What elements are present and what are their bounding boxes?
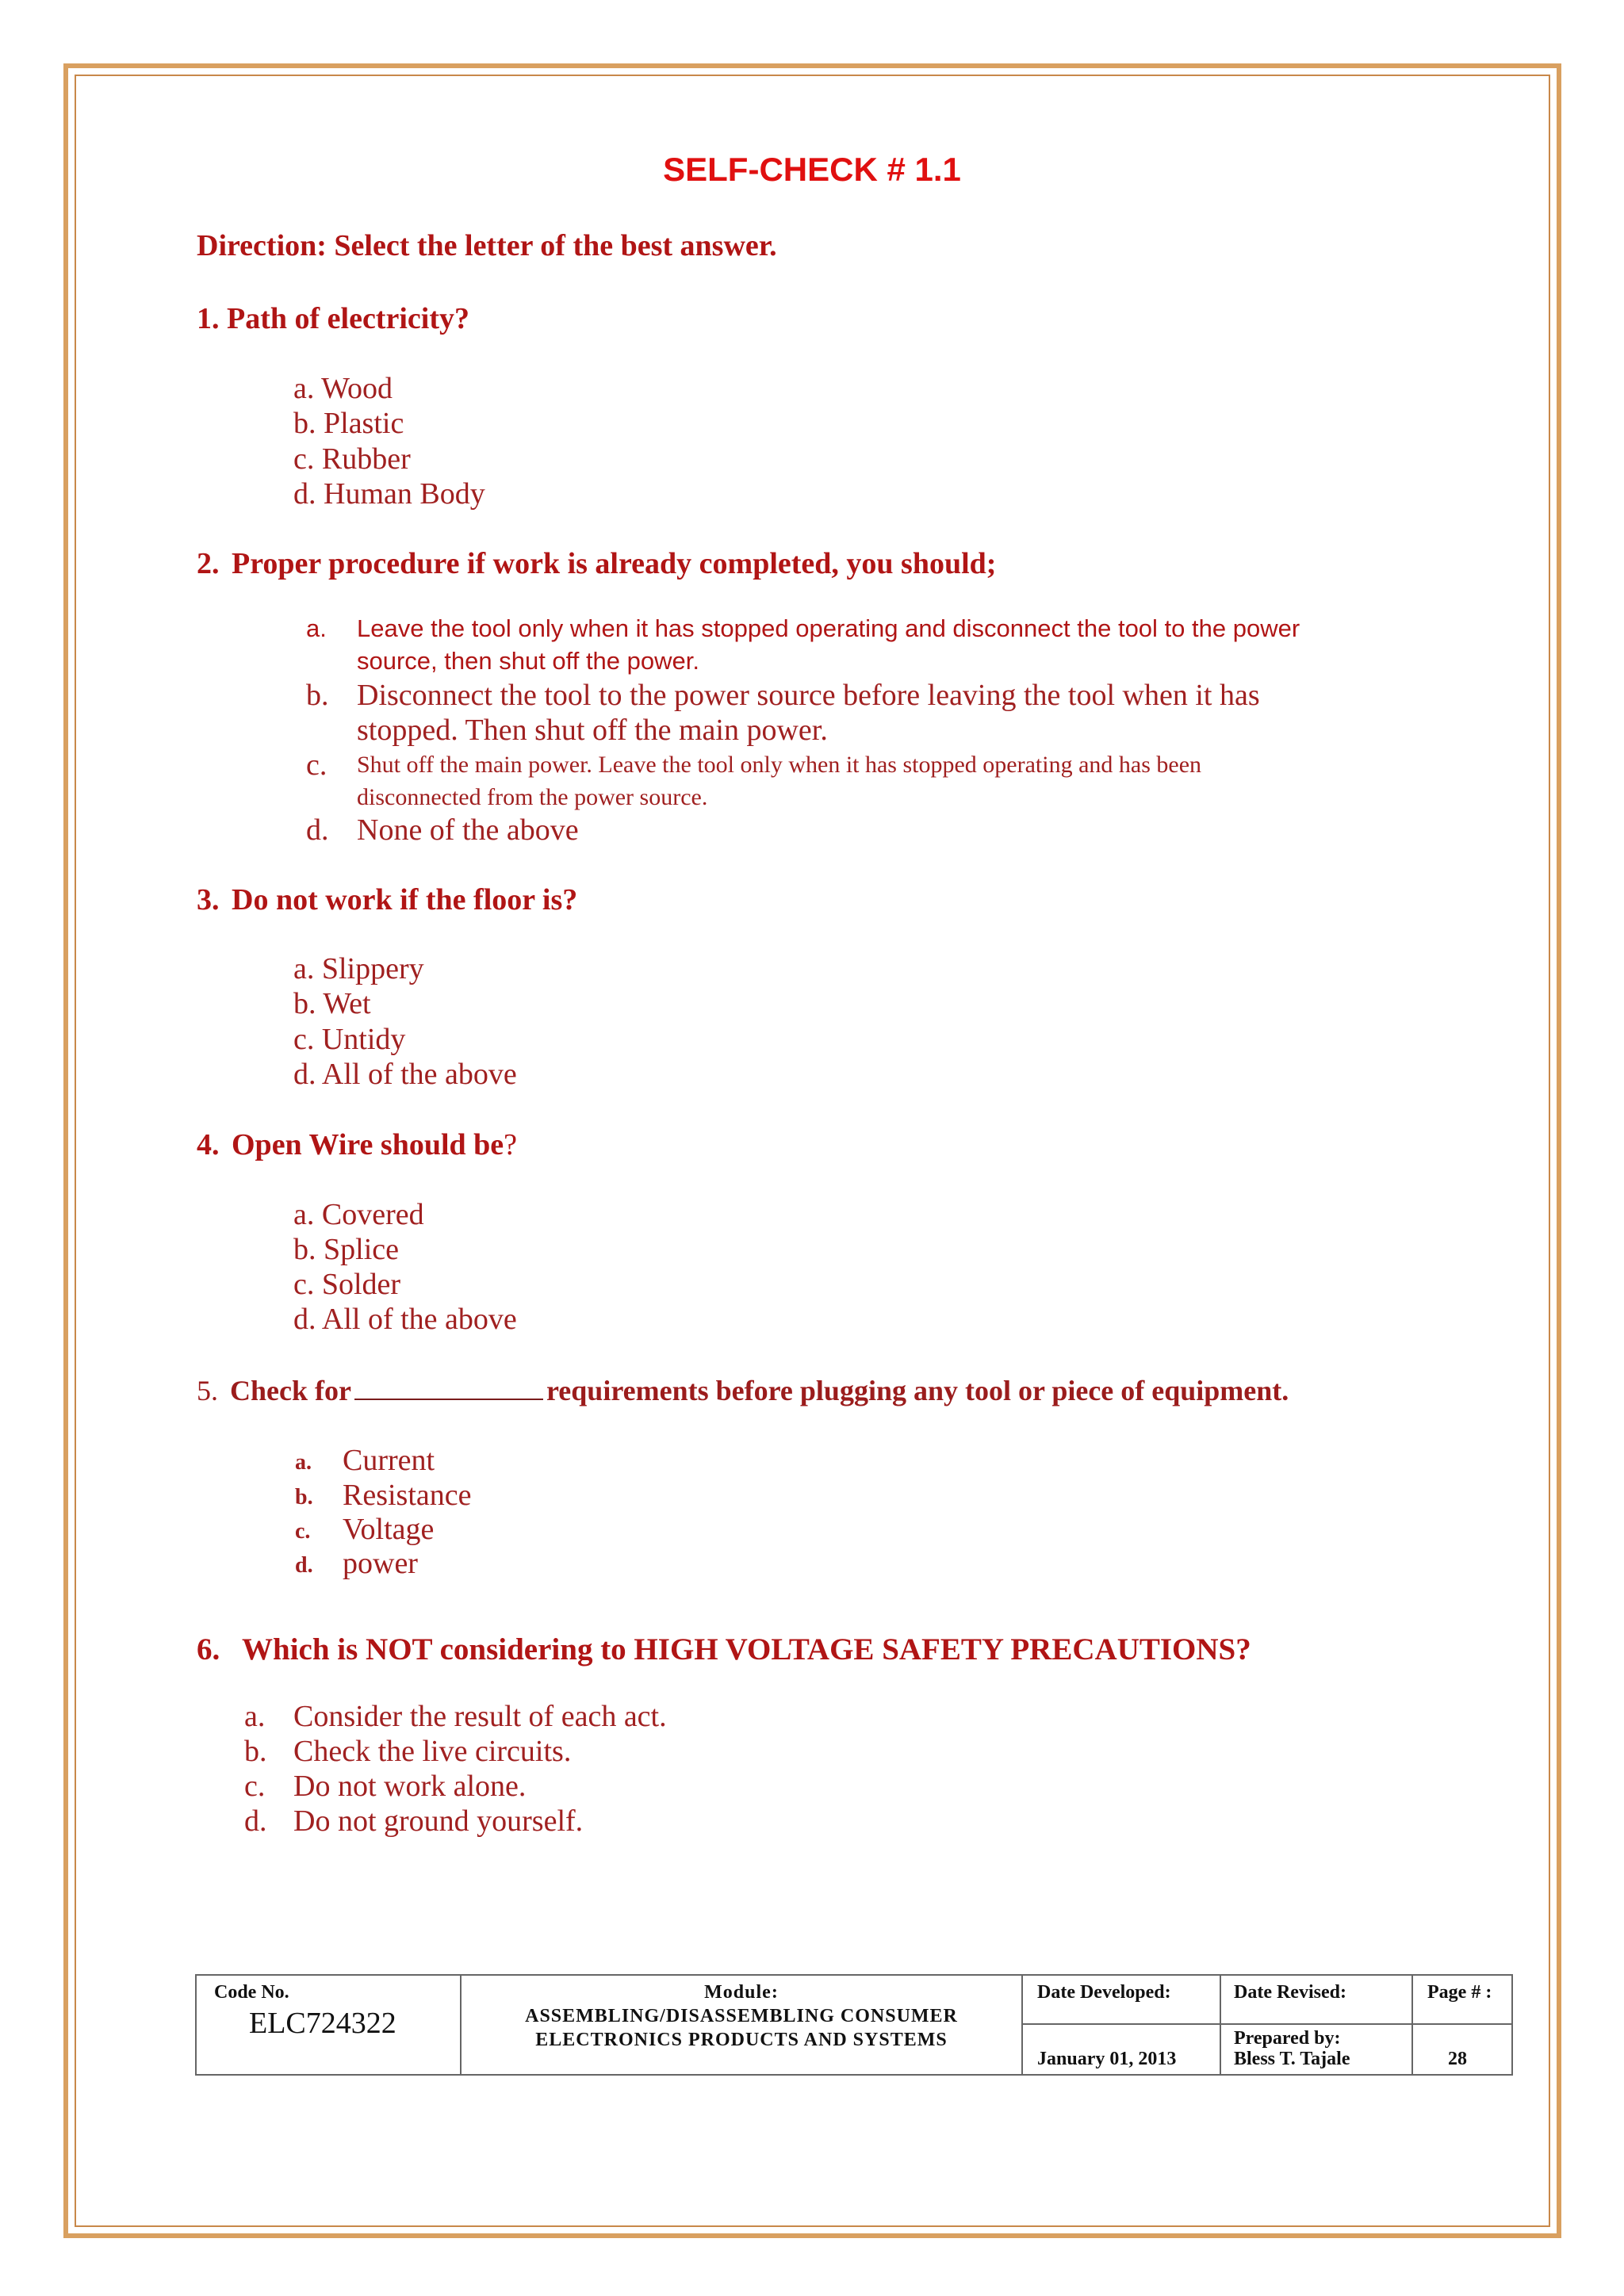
question-number: 5. — [197, 1375, 218, 1406]
question-4 — [197, 1127, 517, 1162]
question-text: Which is NOT considering to HIGH VOLTAGE SAFETY PRECAUTIONS? — [242, 1632, 1251, 1667]
footer-divider — [1021, 2023, 1513, 2025]
question-text: Proper procedure if work is already completed, you should; — [232, 547, 997, 580]
option-item: d. All of the above — [293, 1303, 517, 1336]
option-text: Check the live circuits. — [293, 1735, 572, 1768]
option-item: c. Untidy — [293, 1023, 406, 1056]
option-item: b. Wet — [293, 987, 371, 1020]
option-line: disconnected from the power source. — [357, 784, 708, 810]
option-letter: b. — [306, 679, 329, 712]
question-1 — [197, 301, 469, 336]
footer-divider — [1220, 1976, 1221, 2074]
question-number: 3. — [197, 883, 220, 916]
document-footer-table — [195, 1974, 1513, 2076]
option-item: a. Slippery — [293, 952, 424, 985]
option-item: b. Plastic — [293, 407, 404, 440]
question-2 — [197, 546, 996, 581]
option-line: Leave the tool only when it has stopped operating and disconnect the tool to the power — [357, 614, 1300, 642]
question-text: Path of electricity? — [227, 302, 469, 335]
option-text: Do not ground yourself. — [293, 1804, 584, 1838]
footer-divider — [1021, 1976, 1023, 2074]
option-text: Current — [343, 1444, 435, 1477]
option-letter: b. — [295, 1485, 313, 1510]
option-letter: c. — [244, 1770, 266, 1803]
option-item: b. Splice — [293, 1233, 399, 1266]
option-item: d. Human Body — [293, 477, 485, 511]
option-text: Resistance — [343, 1479, 472, 1512]
option-line: Disconnect the tool to the power source before leaving the tool when it has — [357, 679, 1260, 712]
option-letter: a. — [295, 1450, 312, 1475]
question-number: 4. — [197, 1128, 220, 1161]
option-text: Consider the result of each act. — [293, 1700, 667, 1733]
option-text: Do not work alone. — [293, 1770, 527, 1803]
prepared-by-value: Bless T. Tajale — [1234, 2049, 1350, 2069]
question-3 — [197, 882, 577, 917]
question-text: Open Wire should be — [232, 1128, 504, 1161]
option-line: stopped. Then shut off the main power. — [357, 714, 828, 747]
page-title: SELF-CHECK # 1.1 — [663, 151, 961, 188]
option-letter: d. — [244, 1804, 267, 1838]
option-line: Shut off the main power. Leave the tool only when it has stopped operating and has been — [357, 752, 1202, 778]
option-letter: a. — [306, 614, 327, 642]
option-item: d. All of the above — [293, 1058, 517, 1091]
code-value: ELC724322 — [249, 2007, 396, 2040]
question-6 — [197, 1632, 1251, 1667]
question-number: 1. — [197, 302, 220, 335]
date-developed-value: January 01, 2013 — [1037, 2049, 1177, 2069]
footer-divider — [1411, 1976, 1413, 2074]
question-text-after: requirements before plugging any tool or piece of equipment. — [546, 1375, 1289, 1406]
option-item: c. Rubber — [293, 442, 411, 476]
date-developed-label: Date Developed: — [1037, 1982, 1171, 2003]
page-label: Page # : — [1427, 1982, 1492, 2003]
question-text: Do not work if the floor is? — [232, 883, 578, 916]
answer-blank — [354, 1375, 543, 1400]
module-title-line: ELECTRONICS PRODUCTS AND SYSTEMS — [535, 2030, 948, 2050]
option-letter: d. — [295, 1553, 313, 1578]
module-title-line: ASSEMBLING/DISASSEMBLING CONSUMER — [525, 2006, 958, 2026]
question-text-before: Check for — [230, 1375, 351, 1406]
direction-text: Direction: Select the letter of the best answer. — [197, 229, 777, 262]
question-number: 6. — [197, 1632, 220, 1667]
option-letter: c. — [306, 748, 327, 782]
option-letter: d. — [306, 813, 329, 847]
option-text: power — [343, 1547, 418, 1580]
option-letter: c. — [295, 1519, 311, 1544]
option-letter: a. — [244, 1700, 266, 1733]
option-text: Voltage — [343, 1513, 435, 1546]
option-line: source, then shut off the power. — [357, 647, 699, 675]
module-label: Module: — [704, 1982, 779, 2003]
option-line: None of the above — [357, 813, 579, 847]
question-suffix: ? — [504, 1128, 518, 1161]
prepared-by-label: Prepared by: — [1234, 2028, 1341, 2049]
option-item: a. Wood — [293, 372, 393, 405]
page-number: 28 — [1448, 2049, 1467, 2069]
option-item: c. Solder — [293, 1268, 401, 1301]
option-letter: b. — [244, 1735, 267, 1768]
question-5 — [197, 1374, 1289, 1407]
code-label: Code No. — [214, 1982, 289, 2003]
question-number: 2. — [197, 547, 220, 580]
option-item: a. Covered — [293, 1198, 424, 1231]
date-revised-label: Date Revised: — [1234, 1982, 1346, 2003]
